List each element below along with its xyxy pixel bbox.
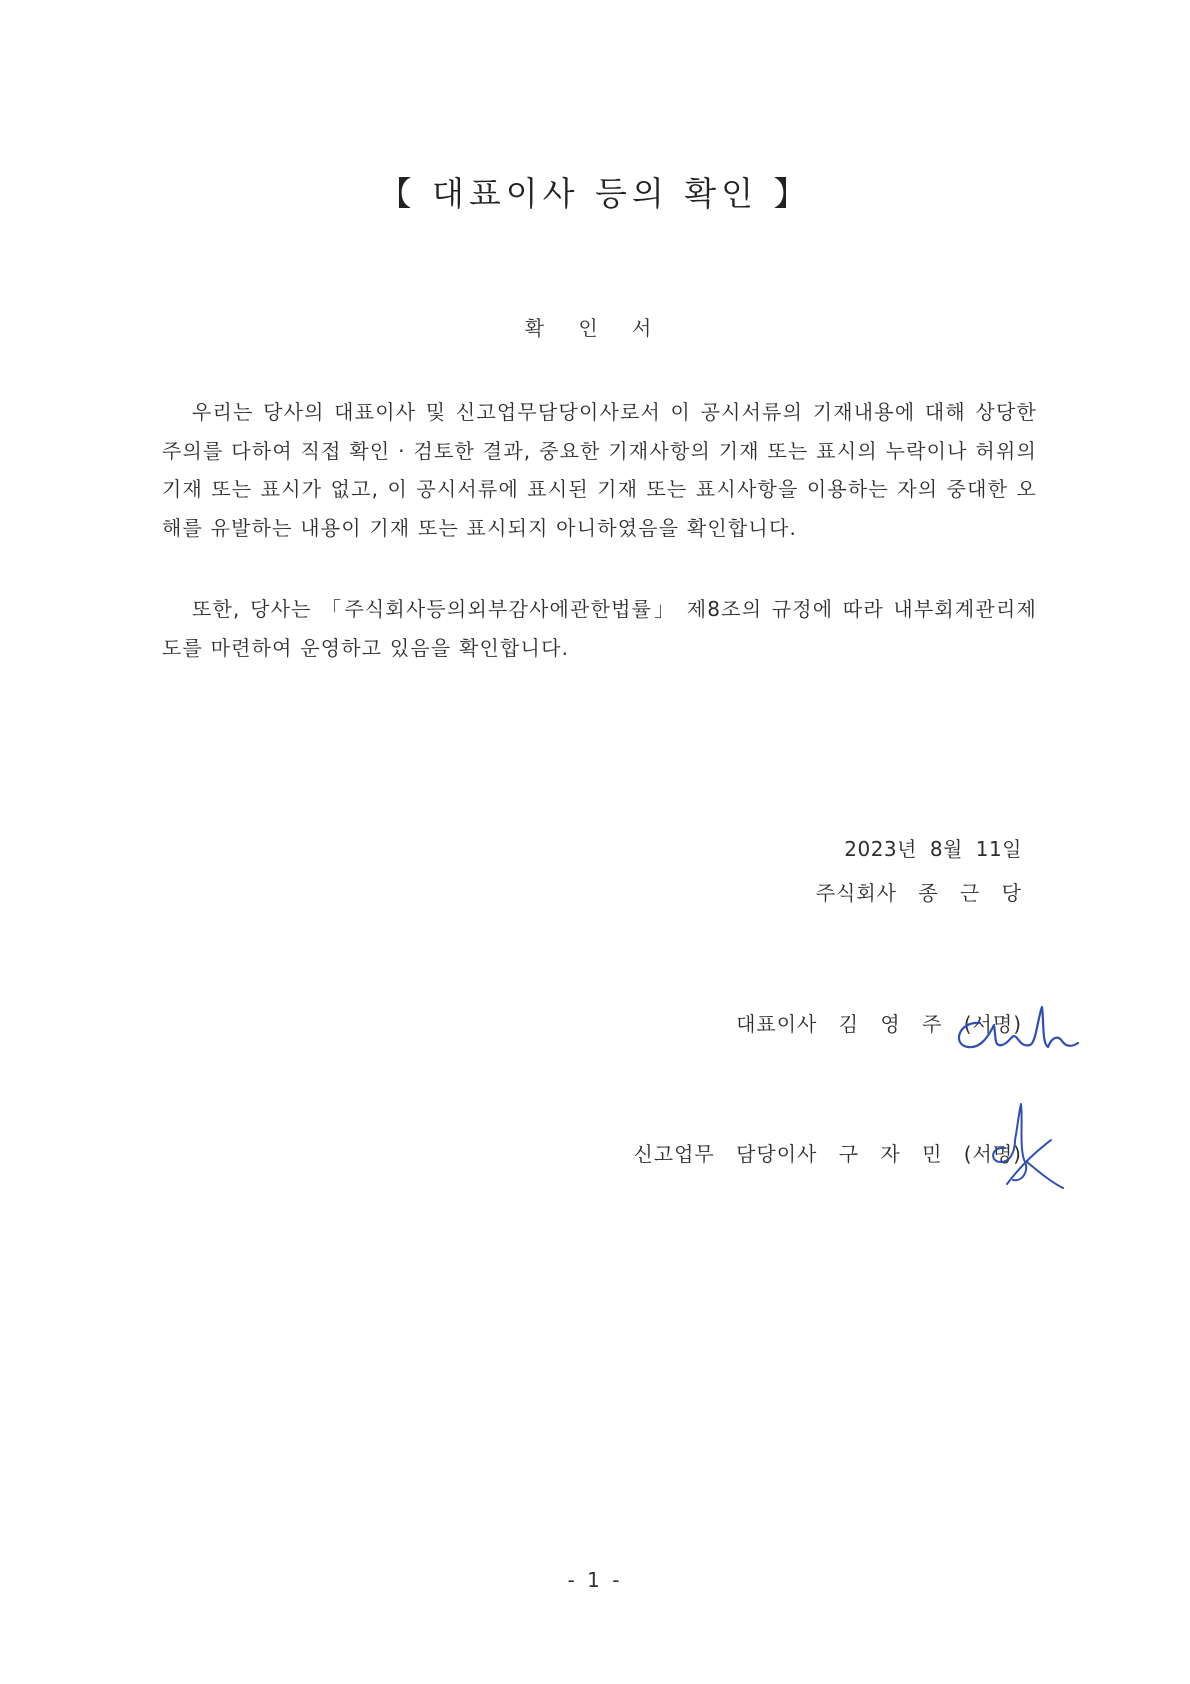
- document-subtitle: 확 인 서: [524, 316, 666, 340]
- page-number: - 1 -: [567, 1568, 623, 1592]
- company-name: 주식회사 종 근 당: [815, 881, 1022, 905]
- document-title: 【 대표이사 등의 확인 】: [378, 174, 812, 213]
- document-date: 2023년 8월 11일: [844, 837, 1022, 861]
- officer-signature-line: 신고업무 담당이사 구 자 민 (서명): [633, 1142, 1022, 1166]
- confirmation-paragraph-2: 또한, 당사는 「주식회사등의외부감사에관한법률」 제8조의 규정에 따라 내부회계관리제도를 마련하여 운영하고 있음을 확인합니다.: [162, 597, 1037, 660]
- ceo-signature-line: 대표이사 김 영 주 (서명): [736, 1012, 1022, 1036]
- confirmation-paragraph-1: 우리는 당사의 대표이사 및 신고업무담당이사로서 이 공시서류의 기재내용에 대해 상당한 주의를 다하여 직접 확인 · 검토한 결과, 중요한 기재사항의 기재 또는 표시의 누락이나 허위의 기재 또는 표시가 없고, 이 공시서류에 표시된 기재 또는 표시사항을 이용하는 자의 중대한 오해를 유발하는 내용이 기재 또는 표시되지 아니하였음을 확인합니다.: [162, 400, 1037, 540]
